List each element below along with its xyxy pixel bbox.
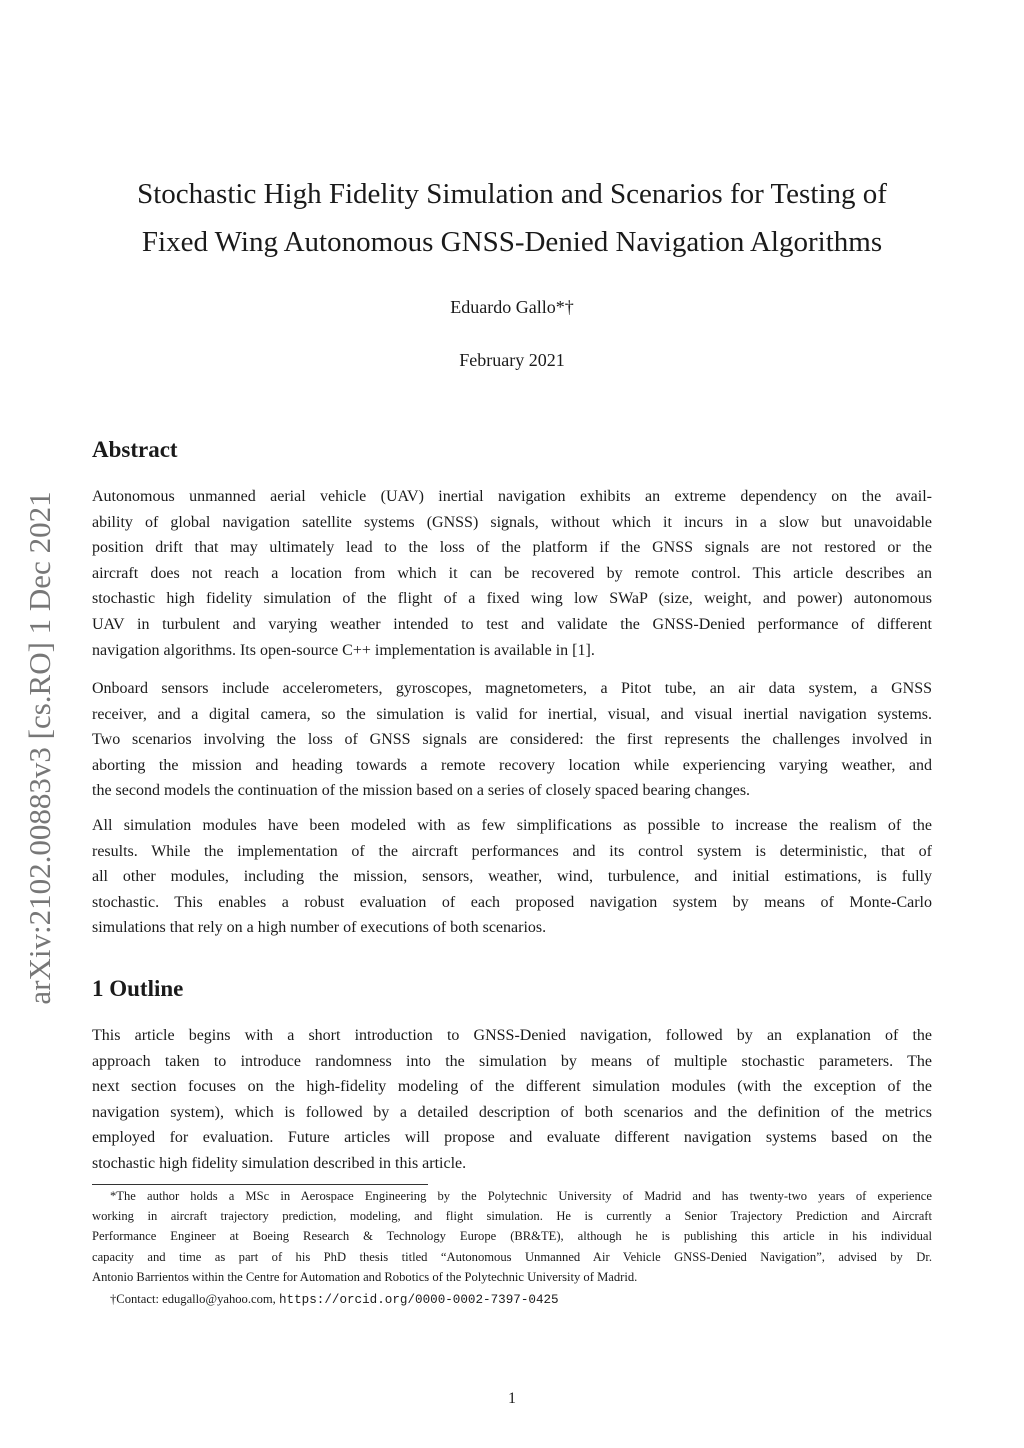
author: Eduardo Gallo*† [450, 297, 574, 317]
text-line: *The author holds a MSc in Aerospace Engineering by the Polytechnic University of Madrid and has twenty-two years of experience [110, 1189, 932, 1203]
text-line: Autonomous unmanned aerial vehicle (UAV) inertial navigation exhibits an extreme dependency on the avail- [92, 488, 932, 505]
text-line: Antonio Barrientos within the Centre for Automation and Robotics of the Polytechnic University of Madrid. [92, 1269, 638, 1284]
text-line: receiver, and a digital camera, so the simulation is valid for inertial, visual, and visual inertial navigation systems. [92, 705, 932, 723]
text-line: Performance Engineer at Boeing Research & Technology Europe (BR&TE), although he is publishing this article in his individual [92, 1229, 932, 1244]
text-line: Onboard sensors include accelerometers, gyroscopes, magnetometers, a Pitot tube, an air data system, a GNSS [92, 680, 932, 697]
paper-title [0, 170, 1024, 266]
text-line: working in aircraft trajectory prediction, modeling, and flight simulation. He is currently a Senior Trajectory Prediction and Aircraft [92, 1209, 932, 1224]
text-line: All simulation modules have been modeled with as few simplifications as possible to increase the realism of the [92, 817, 932, 834]
text-line: aircraft does not reach a location from which it can be recovered by remote control. This article describes an [92, 564, 932, 582]
text-line: capacity and time as part of his PhD thesis titled “Autonomous Unmanned Air Vehicle GNSS-Denied Navigation”, advised by Dr. [92, 1249, 932, 1264]
text-line: approach taken to introduce randomness into the simulation by means of multiple stochastic parameters. The [92, 1052, 932, 1070]
footnote-contact [110, 1289, 950, 1310]
abstract-paragraph [92, 676, 932, 804]
text-line: navigation system), which is followed by a detailed description of both scenarios and the definition of the metrics [92, 1103, 932, 1121]
text-line: stochastic high fidelity simulation described in this article. [92, 1154, 467, 1172]
text-line: simulations that rely on a high number of executions of both scenarios. [92, 919, 547, 937]
text-line: results. While the implementation of the aircraft performances and its control system is deterministic, that of [92, 842, 932, 860]
text-line: navigation algorithms. Its open-source C++ implementation is available in [1]. [92, 641, 595, 659]
text-line: ability of global navigation satellite systems (GNSS) signals, without which it incurs in a slow but unavoidable [92, 513, 932, 531]
page-number: 1 [508, 1390, 516, 1407]
title-line: Stochastic High Fidelity Simulation and Scenarios for Testing of [137, 178, 887, 210]
date: February 2021 [459, 350, 565, 370]
outline-paragraph [92, 1023, 932, 1177]
text-line: employed for evaluation. Future articles will propose and evaluate different navigation systems based on the [92, 1129, 932, 1147]
text-line: UAV in turbulent and varying weather intended to test and validate the GNSS-Denied performance of different [92, 615, 932, 633]
footnote-rule [92, 1184, 428, 1185]
abstract-heading: Abstract [92, 437, 178, 462]
text-line: the second models the continuation of the mission based on a series of closely spaced bearing changes. [92, 782, 751, 800]
section-heading: 1 Outline [92, 976, 184, 1001]
orcid-link[interactable]: https://orcid.org/0000-0002-7397-0425 [278, 1293, 559, 1307]
text-line: next section focuses on the high-fidelity modeling of the different simulation modules (with the exception of the [92, 1078, 932, 1096]
text-line: position drift that may ultimately lead to the loss of the platform if the GNSS signals are not restored or the [92, 539, 932, 557]
title-line: Fixed Wing Autonomous GNSS-Denied Navigation Algorithms [141, 226, 883, 258]
text-line: aborting the mission and heading towards a remote recovery location while experiencing varying weather, and [92, 756, 932, 774]
text-line: all other modules, including the mission, sensors, weather, wind, turbulence, and initial estimations, is fully [92, 868, 932, 886]
text-line: stochastic. This enables a robust evaluation of each proposed navigation system by means of Monte-Carlo [92, 893, 932, 911]
footnote-author [92, 1186, 932, 1287]
contact-text: †Contact: edugallo@yahoo.com, [110, 1292, 279, 1306]
text-line: This article begins with a short introduction to GNSS-Denied navigation, followed by an explanation of the [92, 1027, 932, 1044]
arxiv-identifier: arXiv:2102.00883v3 [cs.RO] 1 Dec 2021 [22, 491, 57, 1005]
text-line: stochastic high fidelity simulation of the flight of a fixed wing low SWaP (size, weight, and power) autonomous [92, 590, 932, 608]
abstract-paragraph [92, 484, 932, 663]
abstract-paragraph [92, 813, 932, 941]
text-line: Two scenarios involving the loss of GNSS signals are considered: the first represents the challenges involved in [92, 731, 932, 749]
